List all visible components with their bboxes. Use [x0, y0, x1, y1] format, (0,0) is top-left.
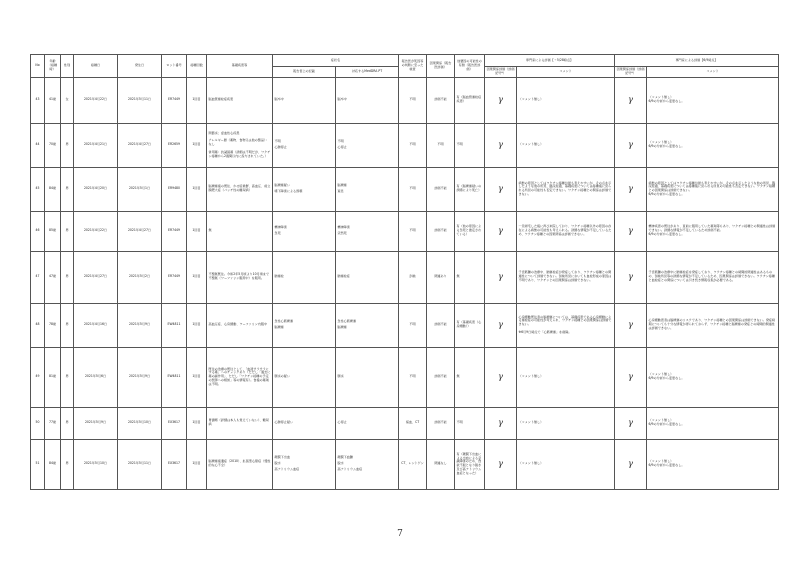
header-other-factors: 他要因の可能性の有無（報告医評価） — [455, 55, 485, 78]
cell-expert1-comment: 一旦帰宅した後に再び来院しており、ワクチン接種以外の原因の存在による病態の可能性も考えられる。詳細な情報が不足しているため、ワクチン接種との因果関係は評価できない。 — [517, 211, 615, 251]
table-row — [31, 303, 779, 347]
symptom-item: 高ナトリウム血症 — [274, 467, 300, 472]
cell-causality-exam: 不明 — [399, 347, 427, 407]
cell-expert2-eval: γ — [615, 407, 647, 439]
cell-onset-date: 2021年5月11日 — [118, 77, 162, 123]
cell-dose: 1回目 — [187, 77, 207, 123]
cell-expert2-comment: 精神疾患の既往があり、直前に服用していた薬剤等もあり、ワクチン接種との関連性は評価できない。詳細な情報が不足しているため評価不能。 6/9の分析から変更なし。 — [647, 211, 779, 251]
cell-age: 84歳 — [45, 439, 61, 489]
cell-expert2-comment: 子宮筋腫の治療中に肺塞栓症を発症しており、ワクチン接種との時間的関連性はあるものの、剖検所見等の詳細な情報が不足しているため、因果関係は評価できない。ワクチン接種と血栓症との関係については引き続き情報収集が必要である。 — [647, 251, 779, 303]
cell-other-factors: 不明 — [455, 407, 485, 439]
cell-expert2-eval: γ — [615, 211, 647, 251]
cell-vaccination-date: 2021年4月22日 — [74, 211, 118, 251]
cell-lot: ER7449 — [162, 211, 187, 251]
cell-vaccination-date: 2021年4月21日 — [74, 123, 118, 167]
cell-onset-date: 2021年5月11日 — [118, 439, 162, 489]
cell-lot: EW4811 — [162, 347, 187, 407]
table-row — [31, 407, 779, 439]
symptom-item: 脳梗塞疑い — [274, 183, 290, 188]
cell-dose: 1回目 — [187, 439, 207, 489]
cell-age: 70歳 — [45, 123, 61, 167]
cell-other-factors: 有（硬膜下出血による出血による意識障害のため、食欲不振となり脱水及び高ナトリウム血症となった） — [455, 439, 485, 489]
cell-onset-date: 2021年5月9日 — [118, 303, 162, 347]
symptom-item: 腸炎の疑い — [274, 374, 290, 379]
header-age: 年齢（接種時） — [45, 55, 61, 78]
cell-symptoms — [273, 77, 336, 123]
cell-causality: 評価不能 — [427, 77, 455, 123]
cell-causality-exam: 不明 — [399, 167, 427, 211]
cell-expert2-comment: （コメント無し） 6/9の分析から変更なし。 — [647, 439, 779, 489]
header-expert1-eval: 因果関係評価（評価記号*） — [485, 67, 517, 78]
cell-expert2-comment: （コメント無し） 6/9の分析から変更なし。 — [647, 347, 779, 407]
cell-expert1-comment: 子宮筋腫の治療中、肺塞栓症が発症しており、ワクチン接種との関連性について評価できない。剖検所見においても血栓形成の原因は不明であり、ワクチンとの因果関係は評価できない。 — [517, 251, 615, 303]
cell-expert1-eval: γ — [485, 123, 517, 167]
cell-pts — [336, 407, 399, 439]
cell-dose: 1回目 — [187, 347, 207, 407]
pt-item: 突然死 — [337, 231, 347, 236]
cell-expert2-comment: （コメント無し） 6/9の分析から変更なし。 — [647, 77, 779, 123]
pt-item: 不明 — [337, 139, 344, 144]
cell-symptoms — [273, 251, 336, 303]
symptom-item: 精神障害 — [274, 225, 287, 230]
cell-expert1-eval: γ — [485, 211, 517, 251]
cell-no: 48 — [31, 303, 45, 347]
cell-sex: 男 — [61, 251, 74, 303]
header-history: 基礎疾患等 — [207, 55, 273, 78]
cell-onset-date: 2021年5月1日 — [118, 167, 162, 211]
cell-symptoms — [273, 167, 336, 211]
cell-history: 胃潰瘍（詳細は本人も覚えていない）、糖尿病 — [207, 407, 273, 439]
cell-history: 脳梗塞後の既往、かぜ症候群、高血圧、前立腺肥大症（パッチ性の糖尿病） — [207, 167, 273, 211]
header-expert2-comment: コメント — [647, 67, 779, 78]
cell-expert1-eval: γ — [485, 77, 517, 123]
cell-expert2-comment: （コメント無し） 6/9の分析から変更なし。 — [647, 407, 779, 439]
cell-onset-date: 2021年4月27日 — [118, 211, 162, 251]
cell-no: 46 — [31, 211, 45, 251]
cell-expert1-comment: 心房細動既往者の脳梗塞については、基礎疾患である心房細動による塞栓症の可能性が考えられ、ワクチン接種との因果関係は評価できない。 ※6月9日時点で「心筋梗塞」を削除。 — [517, 303, 615, 347]
table-row — [31, 251, 779, 303]
cell-symptoms — [273, 211, 336, 251]
header-causality-exam: 報告医が死因等の判断に至った検査 — [399, 55, 427, 78]
header-sex: 性別 — [61, 55, 74, 78]
symptom-item: 肺塞栓 — [274, 274, 284, 279]
header-expert2-group: 専門家による評価【6/9時点】 — [615, 55, 779, 67]
cell-expert2-eval: γ — [615, 251, 647, 303]
cell-causality: 評価不能 — [427, 347, 455, 407]
cell-lot: ER7449 — [162, 77, 187, 123]
cell-history: 無 — [207, 211, 273, 251]
adverse-event-table — [30, 54, 779, 490]
cell-dose: 1回目 — [187, 123, 207, 167]
pt-item: 精神障害 — [337, 225, 350, 230]
cell-no: 51 — [31, 439, 45, 489]
pt-item: 脱水 — [337, 461, 344, 466]
cell-expert1-comment: （コメント無し） — [517, 123, 615, 167]
cell-expert1-eval: γ — [485, 439, 517, 489]
symptom-item: 心肺停止 — [274, 145, 287, 150]
cell-other-factors: 有（他の原因による急死と推定されている） — [455, 211, 485, 251]
cell-expert2-comment: 心房細動患者は脳梗塞のリスクであり、ワクチン接種との因果関係は評価できない。発症時期についても十分な情報が得られておらず、ワクチン接種と脳梗塞の発症との時間的関連性は評価できない。 — [647, 303, 779, 347]
cell-causality-exam: 不明 — [399, 211, 427, 251]
cell-causality: 関連なし — [427, 439, 455, 489]
cell-expert2-eval: γ — [615, 439, 647, 489]
cell-expert2-eval: γ — [615, 167, 647, 211]
cell-sex: 男 — [61, 407, 74, 439]
cell-causality-exam: 不明 — [399, 123, 427, 167]
cell-causality-exam: 不明 — [399, 303, 427, 347]
cell-history: 脳血管塞栓症疾患 — [207, 77, 273, 123]
cell-onset-date: 2021年5月9日 — [118, 347, 162, 407]
cell-causality-exam: CT、レントゲン — [399, 439, 427, 489]
symptom-item: 脱水 — [274, 461, 281, 466]
cell-dose: 1回目 — [187, 251, 207, 303]
cell-onset-date: 2021年5月2日 — [118, 251, 162, 303]
cell-other-factors: 無 — [455, 251, 485, 303]
cell-expert1-comment: （コメント無し） — [517, 439, 615, 489]
table-row — [31, 439, 779, 489]
cell-dose: 1回目 — [187, 211, 207, 251]
cell-expert2-eval: γ — [615, 77, 647, 123]
pt-item: 腸炎 — [337, 374, 344, 379]
header-onset-date: 発生日 — [118, 55, 162, 78]
cell-vaccination-date: 2021年4月27日 — [74, 251, 118, 303]
pt-item: 硬膜下血腫 — [337, 455, 353, 460]
pt-item: 脳梗塞 — [337, 325, 347, 330]
cell-pts — [336, 211, 399, 251]
header-vaccination-date: 接種日 — [74, 55, 118, 78]
cell-symptoms — [273, 347, 336, 407]
pt-item: 急性心筋梗塞 — [337, 319, 357, 324]
cell-expert1-eval: γ — [485, 407, 517, 439]
symptom-item: 脳梗塞 — [274, 325, 284, 330]
symptom-item: 硬膜下出血 — [274, 455, 290, 460]
cell-lot: ER7449 — [162, 251, 187, 303]
pt-item: 脳卒中 — [337, 97, 347, 102]
table-row — [31, 167, 779, 211]
cell-causality-exam: 採血、CT — [399, 407, 427, 439]
header-expert1-comment: コメント — [517, 67, 615, 78]
cell-onset-date: 2021年4月27日 — [118, 123, 162, 167]
page-number: 7 — [397, 529, 403, 539]
symptom-item: 心肺停止疑い — [274, 420, 294, 425]
cell-sex: 男 — [61, 167, 74, 211]
cell-no: 45 — [31, 167, 45, 211]
cell-no: 50 — [31, 407, 45, 439]
cell-pts — [336, 123, 399, 167]
cell-history: 高血圧症、心房細動、ワーファリン内服中 — [207, 303, 273, 347]
cell-pts — [336, 347, 399, 407]
header-meddra-pt: 対応するMedDRA PT — [336, 67, 399, 78]
cell-expert1-eval: γ — [485, 251, 517, 303]
cell-lot: ER2659 — [162, 123, 187, 167]
cell-dose: 1回目 — [187, 407, 207, 439]
cell-symptoms — [273, 407, 336, 439]
cell-vaccination-date: 2021年4月22日 — [74, 77, 118, 123]
cell-expert1-eval: γ — [485, 167, 517, 211]
header-dose: 接種回数 — [187, 55, 207, 78]
symptom-item: 急死 — [274, 231, 281, 236]
cell-age: 81歳 — [45, 347, 61, 407]
cell-vaccination-date: 2021年5月9日 — [74, 407, 118, 439]
cell-lot: EX3617 — [162, 439, 187, 489]
pt-item: 心停止 — [337, 145, 347, 150]
cell-sex: 男 — [61, 347, 74, 407]
cell-causality: 評価不能 — [427, 167, 455, 211]
cell-causality: 不明 — [427, 123, 455, 167]
pt-item: 高ナトリウム血症 — [337, 467, 363, 472]
cell-expert1-comment: （コメント無し） — [517, 77, 615, 123]
cell-age: 77歳 — [45, 407, 61, 439]
pt-item: 肺塞栓症 — [337, 274, 350, 279]
cell-causality: 評価不能 — [427, 407, 455, 439]
cell-sex: 男 — [61, 123, 74, 167]
cell-lot: EX3617 — [162, 407, 187, 439]
cell-pts — [336, 251, 399, 303]
cell-age: 85歳 — [45, 211, 61, 251]
pt-item: 心停止 — [337, 420, 347, 425]
cell-lot: EW4811 — [162, 303, 187, 347]
cell-expert1-comment: 病態の原因としてはワクチン接種が最も考えやすいが、その点を示したような他の所見、臨床経過、基礎疾患については接種後に見られる所見の可能性も否定できない。ワクチン接種との関係は評価できない。 — [517, 167, 615, 211]
cell-sex: 男 — [61, 211, 74, 251]
cell-expert2-eval: γ — [615, 123, 647, 167]
cell-expert2-comment: 病態の原因としてはワクチン接種が最も考えやすいが、その点を示したような他の所見、臨床経過、基礎疾患については接種後に見られる所見の可能性も否定できない。ワクチン接種との因果関係は評価できない。 6/9の分析から変更なし。 — [647, 167, 779, 211]
cell-history: 脳梗塞後遺症（2010）、拡張型心筋症（慢性的な心不全） — [207, 439, 273, 489]
table-row — [31, 123, 779, 167]
cell-history: 既往の治療の既往として、「血液サラサラにする薬」へのチェックあり（ただし「過去に薬の副作用」、ただし「ワクチン接種の予定の医師への相談」等の情報有）。食後の薬剤は不明。 — [207, 347, 273, 407]
cell-causality: 評価不能 — [427, 211, 455, 251]
cell-expert2-eval: γ — [615, 347, 647, 407]
cell-other-factors: 不明 — [455, 123, 485, 167]
cell-other-factors: 有（脳血管塞栓症疾患） — [455, 77, 485, 123]
cell-expert1-eval: γ — [485, 303, 517, 347]
cell-no: 47 — [31, 251, 45, 303]
header-causality: 因果関係（報告医評価） — [427, 55, 455, 78]
header-expert1-group: 専門家による評価【～5/28時点】 — [485, 55, 615, 67]
table-row — [31, 211, 779, 251]
cell-lot: ER9480 — [162, 167, 187, 211]
cell-pts — [336, 167, 399, 211]
cell-other-factors: 有（基礎疾患（心房細動）） — [455, 303, 485, 347]
cell-vaccination-date: 2021年5月10日 — [74, 439, 118, 489]
table-row — [31, 77, 779, 123]
cell-sex: 男 — [61, 439, 74, 489]
cell-sex: 女 — [61, 77, 74, 123]
cell-symptoms — [273, 123, 336, 167]
cell-expert1-comment: （コメント無し） — [517, 347, 615, 407]
cell-age: 41歳 — [45, 77, 61, 123]
cell-dose: 1回目 — [187, 303, 207, 347]
cell-no: 43 — [31, 77, 45, 123]
header-expert2-eval: 因果関係評価（評価記号*） — [615, 67, 647, 78]
cell-symptoms — [273, 439, 336, 489]
cell-history: 関節炎；虚血性心疾患 アレルギー歴（薬物、食物又は他の製品）：なし 併用薬：抗凝固薬（詳細は不明だが、ワクチン接種から2週間以内に投与されていた。） — [207, 123, 273, 167]
header-reporter-symptom: 報告書上の記載 — [273, 67, 336, 78]
cell-no: 44 — [31, 123, 45, 167]
cell-pts — [336, 439, 399, 489]
cell-vaccination-date: 2021年4月16日 — [74, 303, 118, 347]
cell-expert1-comment: （コメント無し） — [517, 407, 615, 439]
symptom-item: 急性心筋梗塞 — [274, 319, 294, 324]
cell-pts — [336, 77, 399, 123]
cell-onset-date: 2021年5月10日 — [118, 407, 162, 439]
cell-pts — [336, 303, 399, 347]
symptom-item: 嚥下障害による誤嚥 — [274, 189, 303, 194]
cell-age: 78歳 — [45, 303, 61, 347]
cell-dose: 1回目 — [187, 167, 207, 211]
pt-item: 窒息 — [337, 189, 344, 194]
cell-other-factors: 有（脳梗塞疑いの誤嚥により死亡） — [455, 167, 485, 211]
cell-expert1-eval: γ — [485, 347, 517, 407]
header-no: No — [31, 55, 45, 78]
cell-causality: 評価不能 — [427, 303, 455, 347]
cell-vaccination-date: 2021年4月20日 — [74, 167, 118, 211]
cell-vaccination-date: 2021年5月6日 — [74, 347, 118, 407]
header-symptom-group: 症状名 — [273, 55, 399, 67]
table-row — [31, 347, 779, 407]
cell-age: 84歳 — [45, 167, 61, 211]
cell-causality-exam: 不明 — [399, 77, 427, 123]
header-lot: ロット番号 — [162, 55, 187, 78]
cell-causality: 関連あり — [427, 251, 455, 303]
cell-sex: 男 — [61, 303, 74, 347]
cell-no: 49 — [31, 347, 45, 407]
cell-expert2-eval: γ — [615, 303, 647, 347]
cell-other-factors: 無 — [455, 347, 485, 407]
pt-item: 脳梗塞 — [337, 183, 347, 188]
symptom-item: 不明 — [274, 139, 281, 144]
cell-history: 不整脈既往。今和2年5月頃より10月頃まで不整脈（ワーファリン服用中）を服用。 — [207, 251, 273, 303]
cell-symptoms — [273, 303, 336, 347]
cell-expert2-comment: （コメント無し） 6/9の分析から変更なし。 — [647, 123, 779, 167]
symptom-item: 脳卒中 — [274, 97, 284, 102]
cell-age: 47歳 — [45, 251, 61, 303]
cell-causality-exam: 剖検 — [399, 251, 427, 303]
